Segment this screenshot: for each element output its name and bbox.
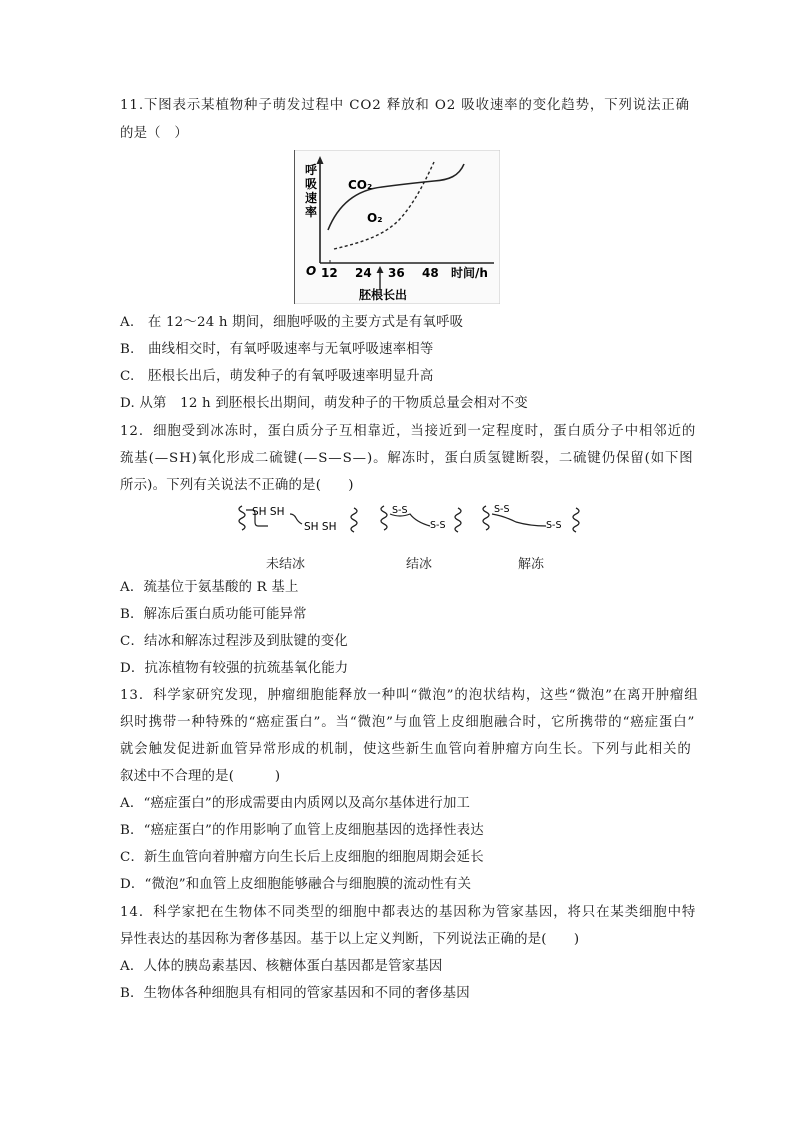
frozen-ss-label-bottom: S-S xyxy=(430,520,446,531)
frozen-chain xyxy=(390,514,430,526)
q13-stem-line1: 13．科学家研究发现，肿瘤细胞能释放一种叫“微泡”的泡状结构，这些“微泡”在离开肿瘤组 xyxy=(120,688,699,703)
q11-option-c: C. 胚根长出后，萌发种子的有氧呼吸速率明显升高 xyxy=(120,369,434,384)
respiration-rate-figure xyxy=(294,150,500,304)
caption-thawed: 解冻 xyxy=(518,557,545,572)
y-axis-label-char-1: 呼 xyxy=(305,163,318,177)
radicle-emergence-label: 胚根长出 xyxy=(359,288,408,302)
q14-option-b: B．生物体各种细胞具有相同的管家基因和不同的奢侈基因 xyxy=(120,986,470,1001)
frozen-protein-right xyxy=(455,508,461,532)
thawed-ss-label-top: S-S xyxy=(494,504,510,515)
q11-option-d: D. 从第 12 h 到胚根长出期间，萌发种子的干物质总量会相对不变 xyxy=(120,396,528,411)
origin-label: O xyxy=(306,264,317,278)
tick-label-24: 24 xyxy=(355,266,372,280)
frozen-protein-left xyxy=(381,506,387,530)
q11-stem-line2: 的是（ ） xyxy=(120,126,188,141)
unfrozen-chain-middle xyxy=(290,514,302,524)
thawed-protein-left xyxy=(483,506,489,530)
protein-freezing-figure xyxy=(232,500,592,542)
q12-stem-line2: 巯基(—SH)氧化形成二硫键(—S—S—)。解冻时，蛋白质氢键断裂，二硫键仍保留(如下图 xyxy=(120,451,694,466)
q12-option-c: C．结冰和解冻过程涉及到肽键的变化 xyxy=(120,634,348,649)
caption-unfrozen: 未结冰 xyxy=(266,557,306,572)
tick-label-36: 36 xyxy=(388,266,405,280)
q12-stem-line3: 所示)。下列有关说法不正确的是( ) xyxy=(120,478,354,493)
q12-option-d: D．抗冻植物有较强的抗巯基氧化能力 xyxy=(120,661,349,676)
q13-option-c: C．新生血管向着肿瘤方向生长后上皮细胞的细胞周期会延长 xyxy=(120,850,484,865)
unfrozen-protein-right xyxy=(351,508,357,532)
tick-label-48: 48 xyxy=(422,266,439,280)
o2-curve-label: O₂ xyxy=(367,211,383,225)
q11-stem-line1: 11.下图表示某植物种子萌发过程中 CO2 释放和 O2 吸收速率的变化趋势，下列说法正确 xyxy=(120,98,690,113)
q13-stem-line3: 就会触发促进新血管异常形成的机制，使这些新生血管向着肿瘤方向生长。下列与此相关的 xyxy=(120,742,692,757)
tick-label-12: 12 xyxy=(321,266,338,280)
thawed-protein-right xyxy=(573,508,579,532)
frozen-ss-label-top: S-S xyxy=(392,505,408,516)
q13-stem-line4: 叙述中不合理的是( ) xyxy=(120,769,281,784)
q11-option-b: B. 曲线相交时，有氧呼吸速率与无氧呼吸速率相等 xyxy=(120,342,434,357)
q12-option-b: B．解冻后蛋白质功能可能异常 xyxy=(120,607,307,622)
co2-curve-label: CO₂ xyxy=(348,178,373,192)
q11-option-a: A. 在 12～24 h 期间，细胞呼吸的主要方式是有氧呼吸 xyxy=(120,315,464,330)
q14-stem-line2: 异性表达的基因称为奢侈基因。基于以上定义判断，下列说法正确的是( ) xyxy=(120,932,580,947)
y-axis-label-char-4: 率 xyxy=(305,205,318,219)
q12-stem-line1: 12．细胞受到冰冻时，蛋白质分子互相靠近，当接近到一定程度时，蛋白质分子中相邻近的 xyxy=(120,424,697,439)
unfrozen-sh-label-bottom: SH SH xyxy=(304,521,337,533)
thawed-chain xyxy=(492,514,546,526)
y-axis-label-char-3: 速 xyxy=(305,191,318,205)
unfrozen-sh-label-top: SH SH xyxy=(252,506,285,518)
q14-option-a: A．人体的胰岛素基因、核糖体蛋白基因都是管家基因 xyxy=(120,959,443,974)
y-axis-label-char-2: 吸 xyxy=(305,177,318,191)
q13-option-b: B．“癌症蛋白”的作用影响了血管上皮细胞基因的选择性表达 xyxy=(120,823,484,838)
q13-option-a: A．“癌症蛋白”的形成需要由内质网以及高尔基体进行加工 xyxy=(120,796,471,811)
thawed-ss-label-bottom: S-S xyxy=(546,520,562,531)
q13-option-d: D．“微泡”和血管上皮细胞能够融合与细胞膜的流动性有关 xyxy=(120,877,472,892)
x-axis-label: 时间/h xyxy=(451,266,488,280)
unfrozen-protein-left xyxy=(239,506,245,530)
q12-option-a: A．巯基位于氨基酸的 R 基上 xyxy=(120,580,299,595)
q14-stem-line1: 14．科学家把在生物体不同类型的细胞中都表达的基因称为管家基因，将只在某类细胞中特 xyxy=(120,905,697,920)
figure-frame xyxy=(294,150,500,304)
q13-stem-line2: 织时携带一种特殊的“癌症蛋白”。当“微泡”与血管上皮细胞融合时，它所携带的“癌症蛋白” xyxy=(120,715,696,730)
caption-frozen: 结冰 xyxy=(406,557,433,572)
